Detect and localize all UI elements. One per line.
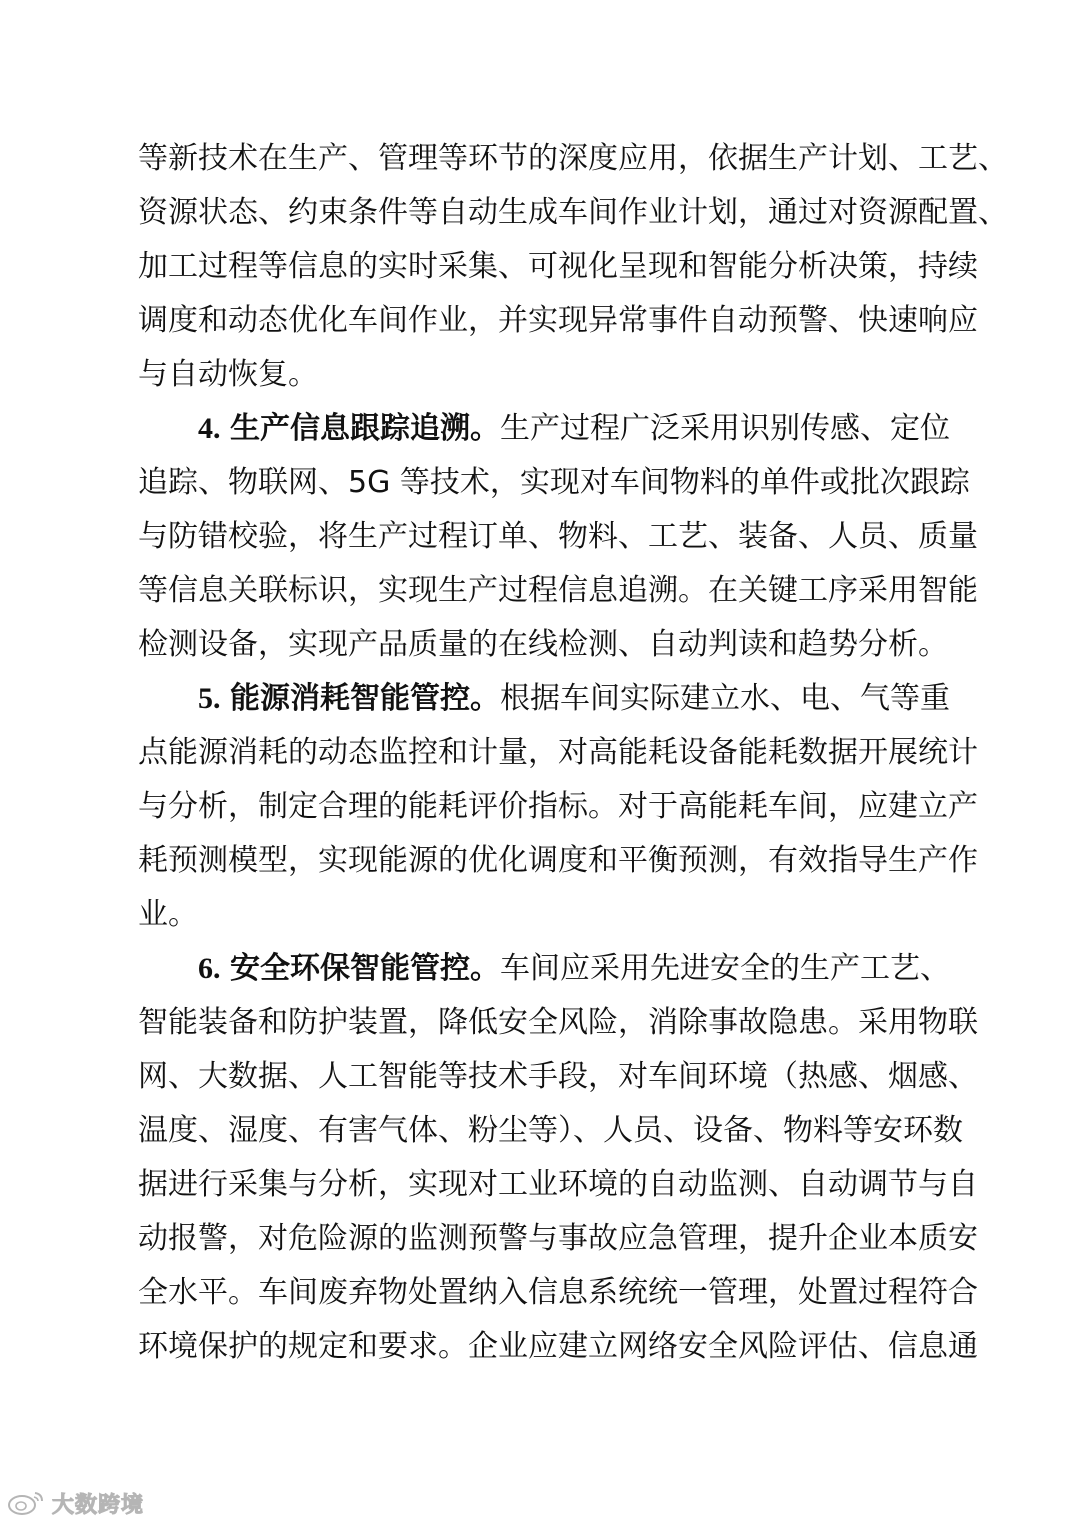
text-line: 点能源消耗的动态监控和计量，对高能耗设备能耗数据开展统计 [138,735,978,770]
text-line: 温度、湿度、有害气体、粉尘等）、人员、设备、物料等安环数 [138,1113,963,1148]
text-line: 资源状态、约束条件等自动生成车间作业计划，通过对资源配置、 [138,195,1008,230]
item-number: 4. [198,412,221,445]
item-heading: 能源消耗智能管控。 [230,681,501,716]
text-line: 与自动恢复。 [138,357,318,392]
paragraph-item-5 [138,672,978,942]
paragraph-item-6 [138,942,978,1374]
item-first-line [138,942,951,996]
item-text: 生产过程广泛采用识别传感、定位 [500,411,951,446]
item-heading: 安全环保智能管控。 [230,951,501,986]
weibo-logo-icon [6,1490,46,1516]
text-line: 耗预测模型，实现能源的优化调度和平衡预测，有效指导生产作 [138,843,978,878]
text-line: 业。 [138,897,198,932]
item-number: 5. [198,682,221,715]
text-line: 动报警，对危险源的监测预警与事故应急管理，提升企业本质安 [138,1221,978,1256]
item-heading: 生产信息跟踪追溯。 [230,411,501,446]
text-line: 据进行采集与分析，实现对工业环境的自动监测、自动调节与自 [138,1167,978,1202]
item-number: 6. [198,952,221,985]
paragraph-continuation [138,132,1008,402]
item-first-line [138,402,951,456]
text-line: 全水平。车间废弃物处置纳入信息系统统一管理，处置过程符合 [138,1275,978,1310]
paragraph-item-4 [138,402,978,672]
text-line: 调度和动态优化车间作业，并实现异常事件自动预警、快速响应 [138,303,978,338]
item-first-line [138,672,951,726]
document-body [138,132,1008,1374]
item-text: 根据车间实际建立水、电、气等重 [500,681,951,716]
text-line: 与防错校验，将生产过程订单、物料、工艺、装备、人员、质量 [138,519,978,554]
item-text: 车间应采用先进安全的生产工艺、 [500,951,951,986]
text-line: 环境保护的规定和要求。企业应建立网络安全风险评估、信息通 [138,1329,978,1364]
text-line: 与分析，制定合理的能耗评价指标。对于高能耗车间，应建立产 [138,789,978,824]
text-line: 智能装备和防护装置，降低安全风险，消除事故隐患。采用物联 [138,1005,978,1040]
text-line: 追踪、物联网、5G 等技术，实现对车间物料的单件或批次跟踪 [138,465,970,500]
text-line: 加工过程等信息的实时采集、可视化呈现和智能分析决策，持续 [138,249,978,284]
watermark [6,1488,144,1518]
text-line: 等信息关联标识，实现生产过程信息追溯。在关键工序采用智能 [138,573,978,608]
watermark-text: 大数跨境 [52,1492,145,1518]
text-line: 检测设备，实现产品质量的在线检测、自动判读和趋势分析。 [138,627,948,662]
text-line: 网、大数据、人工智能等技术手段，对车间环境（热感、烟感、 [138,1059,978,1094]
text-line: 等新技术在生产、管理等环节的深度应用，依据生产计划、工艺、 [138,141,1008,176]
